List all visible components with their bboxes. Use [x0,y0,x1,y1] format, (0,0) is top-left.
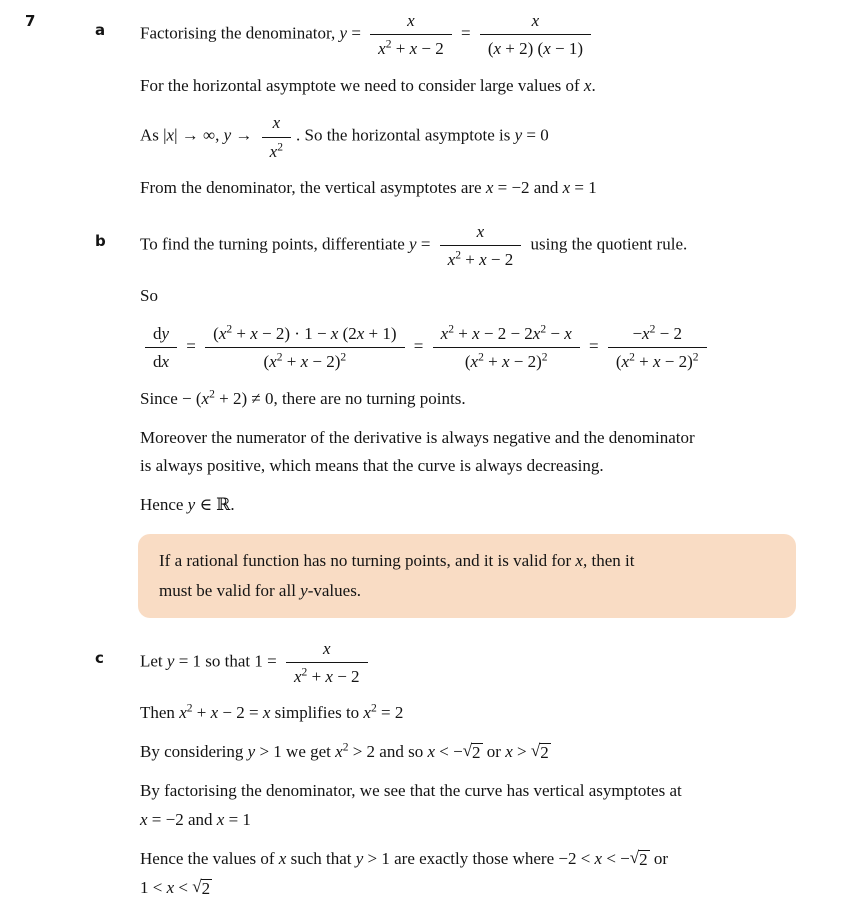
fraction-denominator: dx [153,352,170,372]
solution-part-a [95,8,836,213]
math-variable: x [278,848,287,868]
hint-callout: If a rational function has no turning points, and it is valid for x, then it must be valid for all y-values. [138,534,796,618]
sqrt-expression [463,742,483,761]
solution-line: Moreover the numerator of the derivative is always negative and the denominator is always positive, which means that the curve is always decreasing. [140,427,695,476]
superscript: 2 [629,350,635,364]
radical-sign: √ [192,876,202,896]
sqrt-expression [531,742,551,761]
solution-line: By considering y > 1 we get $x^2 > 2$ and so x < −√2 or x > √2 [140,738,836,767]
math-variable: x [161,352,170,372]
math-variable: x [201,388,210,408]
math-variable: x [330,324,339,344]
math-variable: x [493,39,502,59]
fraction-numerator: dy [145,323,177,348]
fraction [286,638,368,688]
math-variable: x [583,75,592,95]
math-variable: x [179,703,187,723]
fraction-denominator: $(x^2 + x - 2)^2$ [464,350,548,372]
math-variable: x [440,324,449,344]
part-label: b [95,231,106,250]
fraction-denominator: $x^2 + x - 2$ [378,37,444,59]
math-variable: x [216,809,225,829]
solution-line: So [140,286,158,306]
math-variable: x [531,11,540,30]
math-variable: x [363,703,371,723]
fraction-denominator: $x^2 + x - 2$ [447,248,514,270]
superscript: 2 [455,248,461,262]
superscript: 2 [277,139,283,153]
fraction-denominator: $(x^2 + x - 2)^2$ [615,350,699,372]
math-variable: x [166,877,175,897]
math-variable: x [447,250,456,270]
superscript: 2 [692,350,699,364]
fraction [262,112,291,162]
math-variable: x [218,324,227,344]
math-variable: x [564,324,572,344]
math-variable: x [140,809,148,829]
math-variable: y [339,23,348,43]
fraction [145,323,177,373]
radicand: 2 [201,878,211,898]
superscript: 2 [340,350,347,364]
solution-part-b [95,219,836,630]
fraction [205,323,404,373]
math-variable: x [476,221,485,241]
part-content [140,636,836,913]
math-variable: y [187,495,196,515]
fraction-numerator: $x^2 + x - 2 - 2x^2 - x$ [433,323,580,348]
math-variable: x [294,666,302,686]
part-label: c [95,648,104,667]
solution-line: Since − $(x^2 + 2) \ne 0$, there are no turning points. [140,387,466,408]
math-variable: x [532,324,541,344]
superscript: 2 [649,322,656,336]
radicand: 2 [639,849,648,869]
part-label: a [95,21,106,39]
math-variable: x [472,324,480,344]
solution-line: $\frac{dy}{dx}$ = $\frac{(x^2 + x - 2) \cdot 1 - x (2x + 1)}{(x^2 + x - 2)^2}$ = $\frac{x^2 + x - 2 - 2x^2 - x}{(x^2 + x - 2)^2}$ = $\frac{-x^2 - 2}{(x^2 + x - 2)^2}$ [140,321,836,375]
part-content [140,219,836,630]
radical-sign: √ [530,741,541,761]
math-variable: x [652,352,661,372]
math-variable: y [161,324,170,344]
math-variable: x [378,39,386,59]
superscript: 2 [226,322,233,336]
math-variable: x [505,742,513,762]
math-variable: x [210,703,219,723]
fraction-numerator: $-x^2 - 2$ [608,323,707,348]
math-variable: y [300,580,308,600]
solution-line: Let y = 1 so that 1 = $\frac{x}{x^2 + x - 2}$ [140,636,836,690]
fraction-numerator: $(x^2 + x - 2) \cdot 1 - x$ (2x + 1) [205,323,404,348]
fraction [440,221,522,271]
superscript: 2 [478,350,484,364]
superscript: 2 [385,37,392,51]
fraction-numerator [370,10,452,35]
math-variable: x [325,666,333,686]
fraction-numerator [440,221,522,246]
math-variable: x [262,703,271,723]
solution-part-c [95,636,836,913]
part-content [140,8,836,213]
math-variable: y [223,126,232,146]
fraction-denominator [262,138,291,162]
math-variable: y [514,126,523,146]
superscript: 2 [370,701,377,715]
math-variable: x [356,324,365,344]
math-variable: x [470,352,479,372]
math-variable: x [562,177,571,197]
math-variable: x [543,39,551,59]
math-variable: y [355,848,364,868]
math-variable: x [409,39,418,59]
math-variable: x [269,352,277,372]
math-variable: y [247,742,256,762]
math-variable: x [479,250,487,270]
fraction-denominator: $x^2 + x - 2$ [294,665,360,686]
solution-line: As |x| → ∞, y → $\frac{x}{x^2}$ . So the horizontal asymptote is y = 0 [140,113,549,161]
radicand: 2 [472,743,481,763]
solution-line: Hence the values of x such that y > 1 are exactly those where −2 < x < −√2 or 1 < x < √2 [140,845,836,903]
solution-line: Factorising the denominator, y = $\frac{x}{x^2 + x - 2}$ = $\frac{x}{(x + 2) (x - 1)}$ [140,8,836,62]
math-variable: x [642,324,650,344]
math-variable: y [166,651,175,671]
math-variable: x [335,742,343,762]
math-variable: x [594,848,603,868]
math-variable: x [575,551,583,571]
math-variable: x [621,352,630,372]
superscript: 2 [540,322,547,336]
superscript: 2 [276,350,283,364]
math-variable: x [427,742,436,762]
problem-number: 7 [25,12,36,30]
fraction [433,323,580,373]
fraction-numerator [262,112,291,137]
fraction-denominator: (x + 2) (x − 1) [487,39,583,59]
solution-line: To find the turning points, differentiate y = $\frac{x}{x^2 + x - 2}$ using the quotient rule. [140,221,688,270]
parts-container [25,8,836,913]
math-variable: x [269,141,278,161]
math-variable: x [407,11,415,30]
math-variable: x [250,324,258,344]
radical-sign: √ [629,847,640,867]
solution-line: For the horizontal asymptote we need to consider large values of x. [140,75,596,95]
superscript: 2 [209,387,215,401]
fraction-numerator [286,638,368,663]
sqrt-expression [192,878,212,897]
fraction [370,10,452,60]
math-variable: x [300,352,309,372]
sqrt-expression [630,849,650,868]
solution-line: Then $x^2 + x - 2 = x$ simplifies to $x^2 = 2$ [140,701,404,723]
fraction [480,10,591,60]
superscript: 2 [342,740,349,754]
solution-line: By factorising the denominator, we see that the curve has vertical asymptotes at x = −2 and x = 1 [140,781,682,829]
radicand: 2 [540,743,549,763]
superscript: 2 [186,701,193,715]
solution-line: From the denominator, the vertical asymptotes are x = −2 and x = 1 [140,177,597,197]
solution-line: Hence y ∈ ℝ. [140,495,235,515]
fraction [608,323,707,373]
math-variable: x [166,126,175,146]
math-variable: x [485,177,494,197]
radical-sign: √ [462,741,473,761]
math-variable: x [272,113,281,133]
fraction-numerator [480,10,591,35]
fraction-denominator: $(x^2 + x - 2)^2$ [263,350,347,372]
superscript: 2 [541,350,548,364]
math-variable: x [323,638,331,658]
math-variable: x [501,352,510,372]
superscript: 2 [448,322,454,336]
math-variable: y [409,234,417,254]
superscript: 2 [301,665,308,679]
